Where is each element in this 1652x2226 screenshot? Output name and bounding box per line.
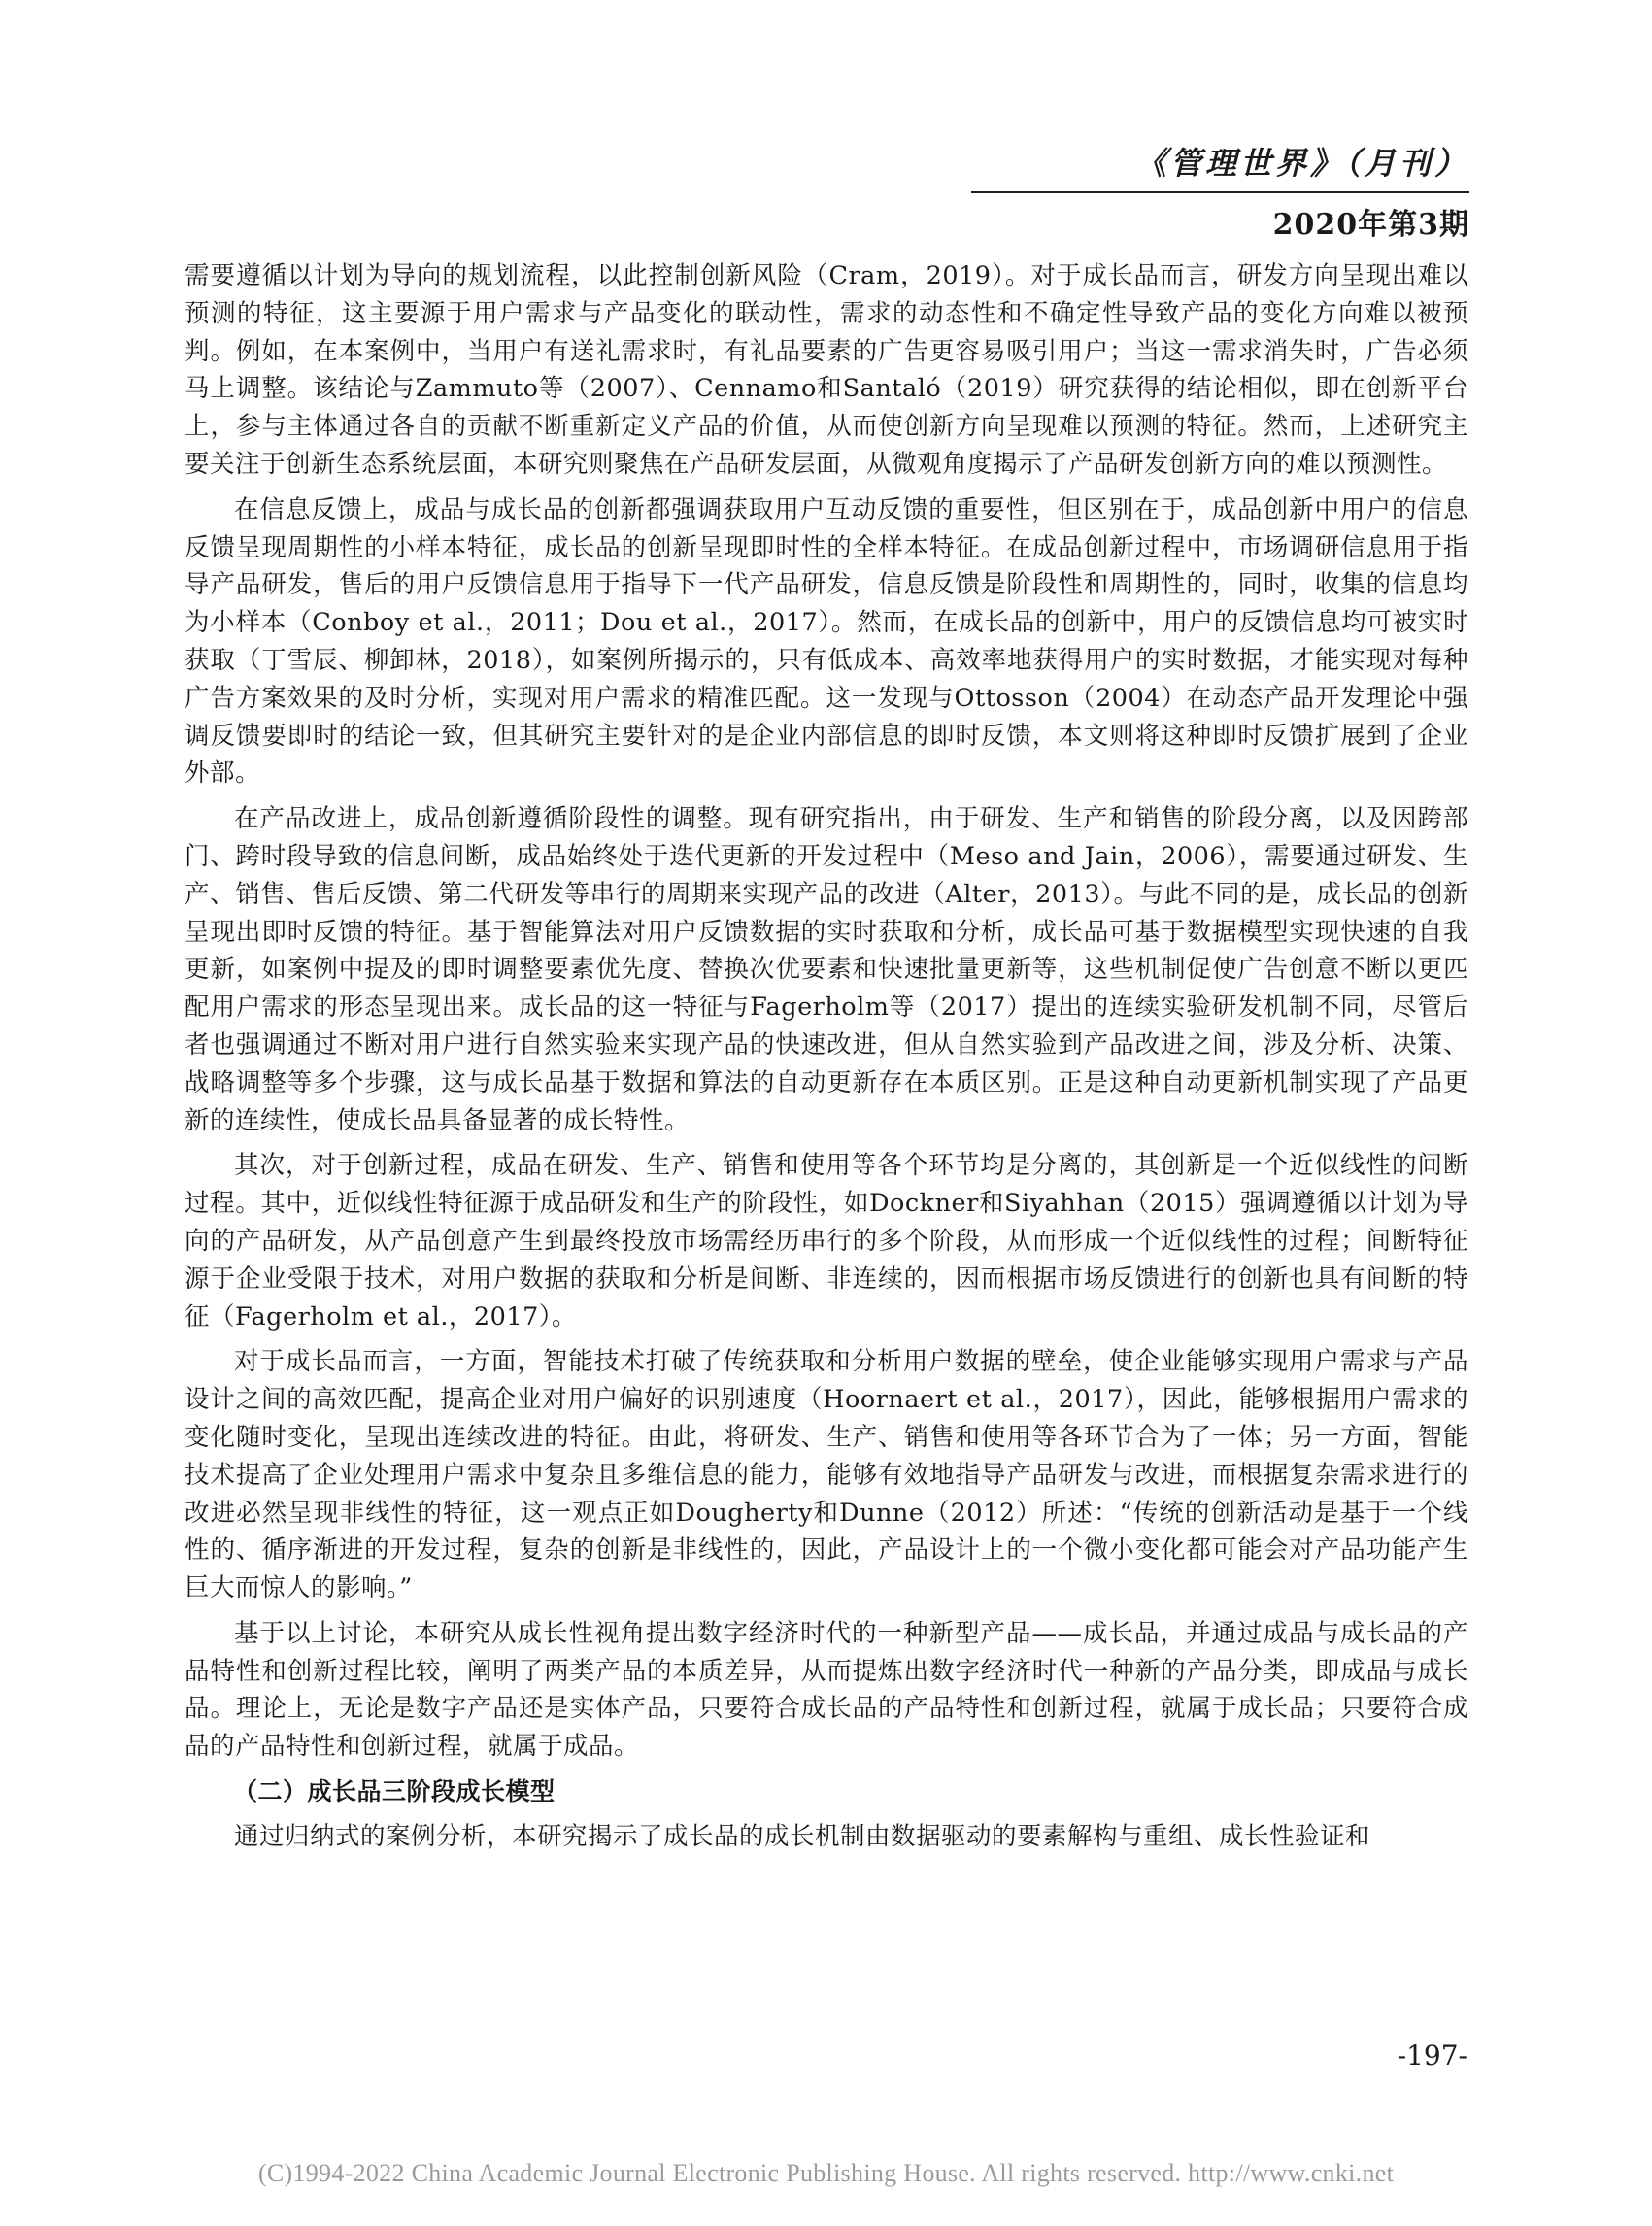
- journal-title: 《管理世界》（月刊）: [1134, 145, 1469, 182]
- copyright-footer: (C)1994-2022 China Academic Journal Electronic Publishing House. All rights reserved. http://www.cnki.net: [257, 2159, 1395, 2187]
- paragraph-1: 需要遵循以计划为导向的规划流程，以此控制创新风险（Cram，2019）。对于成长品而言，研发方向呈现出难以预测的特征，这主要源于用户需求与产品变化的联动性，需求的动态性和不确定性导致产品的变化方向难以被预判。例如，在本案例中，当用户有送礼需求时，有礼品要素的广告更容易吸引用户；当这一需求消失时，广告必须马上调整。该结论与Zammuto等（2007）、Cennamo和Santaló（2019）研究获得的结论相似，即在创新平台上，参与主体通过各自的贡献不断重新定义产品的价值，从而使创新方向呈现难以预测的特征。然而，上述研究主要关注于创新生态系统层面，本研究则聚焦在产品研发层面，从微观角度揭示了产品研发创新方向的难以预测性。: [185, 261, 1468, 479]
- paragraph-2: 在信息反馈上，成品与成长品的创新都强调获取用户互动反馈的重要性，但区别在于，成品创新中用户的信息反馈呈现周期性的小样本特征，成长品的创新呈现即时性的全样本特征。在成品创新过程中，市场调研信息用于指导产品研发，售后的用户反馈信息用于指导下一代产品研发，信息反馈是阶段性和周期性的，同时，收集的信息均为小样本（Conboy et al.，2011；Dou et al.，2017）。然而，在成长品的创新中，用户的反馈信息均可被实时获取（丁雪辰、柳卸林，2018），如案例所揭示的，只有低成本、高效率地获得用户的实时数据，才能实现对每种广告方案效果的及时分析，实现对用户需求的精准匹配。这一发现与Ottosson（2004）在动态产品开发理论中强调反馈要即时的结论一致，但其研究主要针对的是企业内部信息的即时反馈，本文则将这种即时反馈扩展到了企业外部。: [185, 494, 1468, 789]
- paragraph-6: 基于以上讨论，本研究从成长性视角提出数字经济时代的一种新型产品——成长品，并通过成品与成长品的产品特性和创新过程比较，阐明了两类产品的本质差异，从而提炼出数字经济时代一种新的产品分类，即成品与成长品。理论上，无论是数字产品还是实体产品，只要符合成长品的产品特性和创新过程，就属于成长品；只要符合成品的产品特性和创新过程，就属于成品。: [185, 1618, 1468, 1762]
- paragraph-7: 通过归纳式的案例分析，本研究揭示了成长品的成长机制由数据驱动的要素解构与重组、成长性验证和: [234, 1822, 1371, 1852]
- journal-header: [1135, 142, 1469, 185]
- section-heading: （二）成长品三阶段成长模型: [233, 1777, 556, 1806]
- header-rule: [971, 191, 1469, 193]
- paragraph-3: 在产品改进上，成品创新遵循阶段性的调整。现有研究指出，由于研发、生产和销售的阶段分离，以及因跨部门、跨时段导致的信息间断，成品始终处于迭代更新的开发过程中（Meso and Jain，2006），需要通过研发、生产、销售、售后反馈、第二代研发等串行的周期来实现产品的改进（Alter，2013）。与此不同的是，成长品的创新呈现出即时反馈的特征。基于智能算法对用户反馈数据的实时获取和分析，成长品可基于数据模型实现快速的自我更新，如案例中提及的即时调整要素优先度、替换次优要素和快速批量更新等，这些机制促使广告创意不断以更匹配用户需求的形态呈现出来。成长品的这一特征与Fagerholm等（2017）提出的连续实验研发机制不同，尽管后者也强调通过不断对用户进行自然实验来实现产品的快速改进，但从自然实验到产品改进之间，涉及分析、决策、战略调整等多个步骤，这与成长品基于数据和算法的自动更新存在本质区别。正是这种自动更新机制实现了产品更新的连续性，使成长品具备显著的成长特性。: [185, 804, 1468, 1135]
- paragraph-4: 其次，对于创新过程，成品在研发、生产、销售和使用等各个环节均是分离的，其创新是一个近似线性的间断过程。其中，近似线性特征源于成品研发和生产的阶段性，如Dockner和Siyahhan（2015）强调遵循以计划为导向的产品研发，从产品创意产生到最终投放市场需经历串行的多个阶段，从而形成一个近似线性的过程；间断特征源于企业受限于技术，对用户数据的获取和分析是间断、非连续的，因而根据市场反馈进行的创新也具有间断的特征（Fagerholm et al.，2017）。: [185, 1151, 1468, 1332]
- page-number: -197-: [1397, 2040, 1467, 2072]
- article-body: [185, 257, 1468, 1864]
- paragraph-5: 对于成长品而言，一方面，智能技术打破了传统获取和分析用户数据的壁垒，使企业能够实现用户需求与产品设计之间的高效匹配，提高企业对用户偏好的识别速度（Hoornaert et al.，2017），因此，能够根据用户需求的变化随时变化，呈现出连续改进的特征。由此，将研发、生产、销售和使用等各环节合为了一体；另一方面，智能技术提高了企业处理用户需求中复杂且多维信息的能力，能够有效地指导产品研发与改进，而根据复杂需求进行的改进必然呈现非线性的特征，这一观点正如Dougherty和Dunne（2012）所述：“传统的创新活动是基于一个线性的、循序渐进的开发过程，复杂的创新是非线性的，因此，产品设计上的一个微小变化都可能会对产品功能产生巨大而惊人的影响。”: [185, 1347, 1468, 1603]
- issue-label: 2020年第3期: [1272, 208, 1469, 242]
